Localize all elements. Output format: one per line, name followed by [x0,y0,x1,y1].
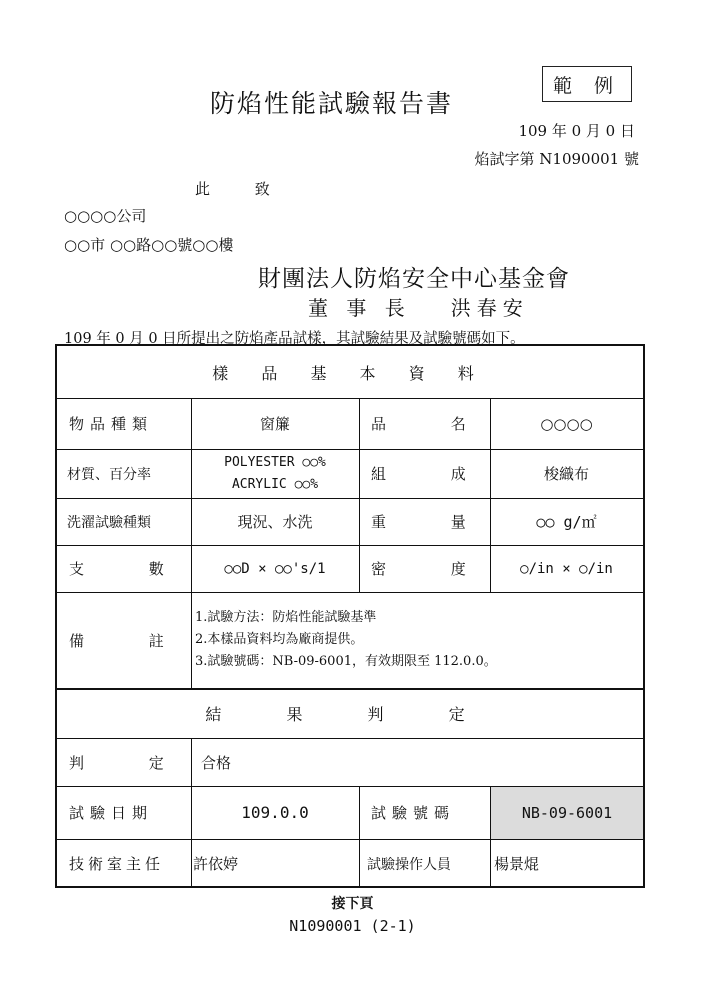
label-density: 密 度 [371,560,466,578]
label-test-number: 試驗號碼 [371,804,456,822]
value-judgement: 合格 [201,753,232,772]
label-wash-test: 洗濯試驗種類 [67,514,151,531]
material-line-1: POLYESTER ○○% [224,454,326,470]
label-yarn-count: 支 數 [69,560,164,578]
value-test-date: 109.0.0 [241,803,309,822]
remark-item: 2.本樣品資料均為廠商提供。 [195,632,364,647]
sample-section-heading: 樣 品 基 本 資 料 [212,363,488,383]
label-test-date: 試驗日期 [69,804,154,822]
recipient-address: ○○市 ○○路○○號○○樓 [64,236,234,254]
remarks-list [191,592,643,688]
value-composition: 梭織布 [543,465,589,483]
report-title: 防焰性能試驗報告書 [210,89,454,118]
document-number: 焰試字第 N1090001 號 [474,150,639,168]
report-date: 109 年 0 月 0 日 [518,122,635,140]
chair-name: 洪春安 [450,296,529,320]
issuer-chair [308,292,529,321]
recipient-company: ○○○○公司 [64,207,147,225]
issuer-organization: 財團法人防焰安全中心基金會 [258,266,570,292]
value-weight: ○○ g/㎡ [536,513,597,531]
label-weight: 重 量 [371,513,466,531]
remark-item: 1.試驗方法：防焰性能試驗基準 [195,610,377,625]
value-item-type: 窗簾 [259,415,290,433]
value-material [191,449,359,498]
material-line-2: ACRYLIC ○○% [231,476,319,492]
label-supervisor: 技術室主任 [69,855,165,873]
result-section-heading: 結 果 判 定 [205,704,495,724]
continued-note: 接下頁 [331,896,374,912]
report-table [55,344,645,888]
value-test-number: NB-09-6001 [491,787,643,839]
label-product-name: 品 名 [371,415,466,433]
intro-text: 109 年 0 月 0 日所提出之防焰產品試樣，其試驗結果及試驗號碼如下。 [64,331,525,347]
chair-title: 董 事 長 [308,296,411,320]
remark-item: 3.試驗號碼：NB-09-6001，有效期限至 112.0.0。 [195,654,497,669]
value-wash-test: 現況、水洗 [237,513,313,531]
label-judgement: 判 定 [69,753,164,772]
label-material: 材質、百分率 [67,466,151,483]
page-reference: N1090001 (2-1) [289,917,416,935]
value-yarn-count: ○○D × ○○'s/1 [224,560,326,577]
value-operator: 楊景焜 [494,855,540,873]
value-supervisor: 許依婷 [193,855,239,873]
sample-stamp: 範 例 [542,66,632,102]
value-density: ○/in × ○/in [520,560,613,577]
label-operator: 試驗操作人員 [367,856,451,873]
salutation: 此 致 [195,180,270,198]
value-product-name: ○○○○ [540,414,593,433]
label-composition: 組 成 [371,465,466,483]
label-remarks: 備 註 [69,631,164,650]
label-item-type: 物品種類 [69,415,154,433]
